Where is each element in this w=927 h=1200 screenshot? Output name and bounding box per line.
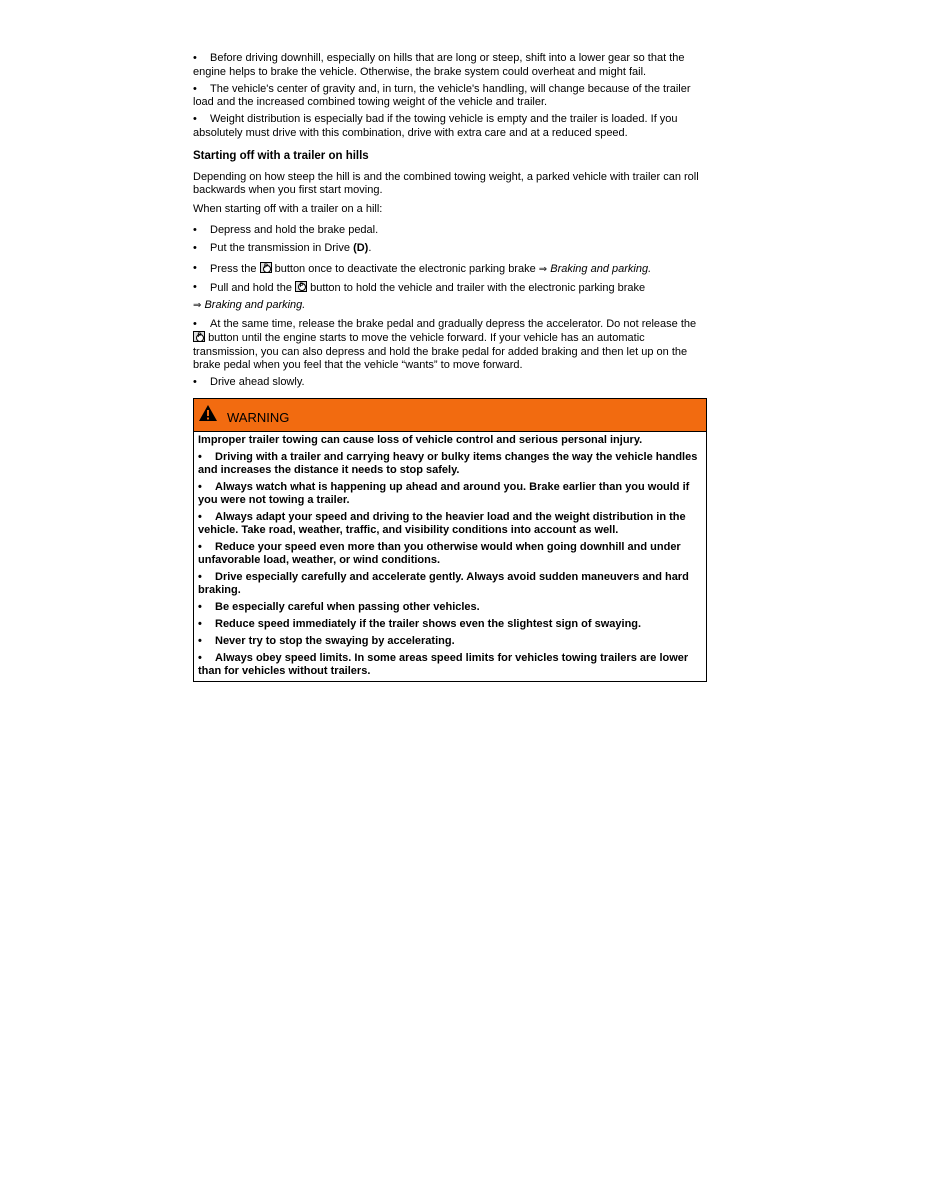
warning-item: • Never try to stop the swaying by accelerating. xyxy=(198,635,455,647)
bullet-dot: • xyxy=(193,82,197,95)
warning-item: • Reduce your speed even more than you otherwise would when going downhill and under unfavorable load, weather, or wind conditions. xyxy=(198,541,681,566)
warning-item: • Driving with a trailer and carrying heavy or bulky items changes the way the vehicle handles and increases the distance it needs to stop safely. xyxy=(198,451,698,476)
bullet-dot: • xyxy=(193,52,197,64)
warning-item: • Always watch what is happening up ahead and around you. Brake earlier than you would if you were not towing a trailer. xyxy=(198,481,690,506)
warning-item: • Always obey speed limits. In some areas speed limits for vehicles towing trailers are lower than for vehicles without trailers. xyxy=(198,652,689,677)
warning-item: • Be especially careful when passing other vehicles. xyxy=(198,601,480,613)
bullet-dot: • xyxy=(198,571,202,583)
list-item: • Pull and hold the P button to hold the vehicle and trailer with the electronic parking brake xyxy=(193,281,706,296)
cross-reference-link[interactable]: Braking and parking. xyxy=(550,263,652,275)
warning-item: • Reduce speed immediately if the trailer shows even the slightest sign of swaying. xyxy=(198,618,642,630)
bullet-dot: • xyxy=(193,224,197,236)
warning-triangle-icon xyxy=(198,404,218,422)
bullet-paragraph: • At the same time, release the brake pedal and gradually depress the accelerator. Do not release the P button until the engine starts to move the vehicle forward. If your vehicle has an automatic transmission, you can also depress and hold the brake pedal for added braking and then let up on the brake pedal when you feel that the vehicle “wants” to move forward. xyxy=(193,318,706,373)
warning-body xyxy=(194,432,706,681)
warning-title: WARNING xyxy=(227,410,290,425)
bullet-dot: • xyxy=(198,541,202,553)
list-item: • Depress and hold the brake pedal. xyxy=(193,224,379,236)
cross-reference-link[interactable]: Braking and parking. xyxy=(204,299,306,311)
bullet-dot: • xyxy=(193,113,197,125)
warning-item: • Drive especially carefully and accelerate gently. Always avoid sudden maneuvers and hard braking. xyxy=(198,571,689,596)
list-item: • Put the transmission in Drive (D). xyxy=(193,241,372,254)
bullet-dot: • xyxy=(198,601,202,613)
section-heading: Starting off with a trailer on hills xyxy=(193,150,369,162)
intro-paragraph: Depending on how steep the hill is and the combined towing weight, a parked vehicle with trailer can roll backwards when you first start moving. xyxy=(193,170,699,196)
cross-reference-arrow: ⇒ xyxy=(193,300,202,311)
cross-reference-line xyxy=(193,299,706,313)
bullet-dot: • xyxy=(193,317,197,330)
bullet-paragraph: • Weight distribution is especially bad if the towing vehicle is empty and the trailer is loaded. If you absolutely must drive with this combination, drive with extra care and at a reduced speed. xyxy=(193,113,678,139)
parking-brake-button-icon xyxy=(295,281,307,292)
manual-page xyxy=(193,52,706,394)
bullet-dot: • xyxy=(193,376,197,388)
warning-header xyxy=(194,399,706,432)
bullet-dot: • xyxy=(198,511,202,523)
parking-brake-button-icon xyxy=(260,262,272,273)
bullet-dot: • xyxy=(193,262,197,274)
bullet-dot: • xyxy=(198,481,202,493)
bullet-paragraph: • Before driving downhill, especially on hills that are long or steep, shift into a lower gear so that the engine helps to brake the vehicle. Otherwise, the brake system could overheat and might fail. xyxy=(193,52,685,78)
warning-item: • Always adapt your speed and driving to the heavier load and the weight distribution in the vehicle. Take road, weather, traffic, and visibility conditions into account as well. xyxy=(198,511,686,536)
list-item: • Drive ahead slowly. xyxy=(193,376,305,388)
lead-paragraph: When starting off with a trailer on a hill: xyxy=(193,202,383,215)
parking-brake-button-icon xyxy=(193,331,205,342)
warning-box xyxy=(193,398,707,682)
list-item: • Press the P button once to deactivate the electronic parking brake ⇒ Braking and parking. xyxy=(193,262,706,277)
bullet-dot: • xyxy=(193,280,197,293)
cross-reference-arrow: ⇒ xyxy=(538,264,548,275)
bullet-dot: • xyxy=(198,618,202,630)
warning-lead: Improper trailer towing can cause loss of vehicle control and serious personal injury. xyxy=(198,434,643,446)
bullet-dot: • xyxy=(193,241,197,254)
bullet-dot: • xyxy=(198,652,202,664)
bullet-dot: • xyxy=(198,635,202,647)
bullet-paragraph: • The vehicle's center of gravity and, in turn, the vehicle's handling, will change because of the trailer load and the increased combined towing weight of the vehicle and trailer. xyxy=(193,82,691,108)
bullet-dot: • xyxy=(198,451,202,463)
